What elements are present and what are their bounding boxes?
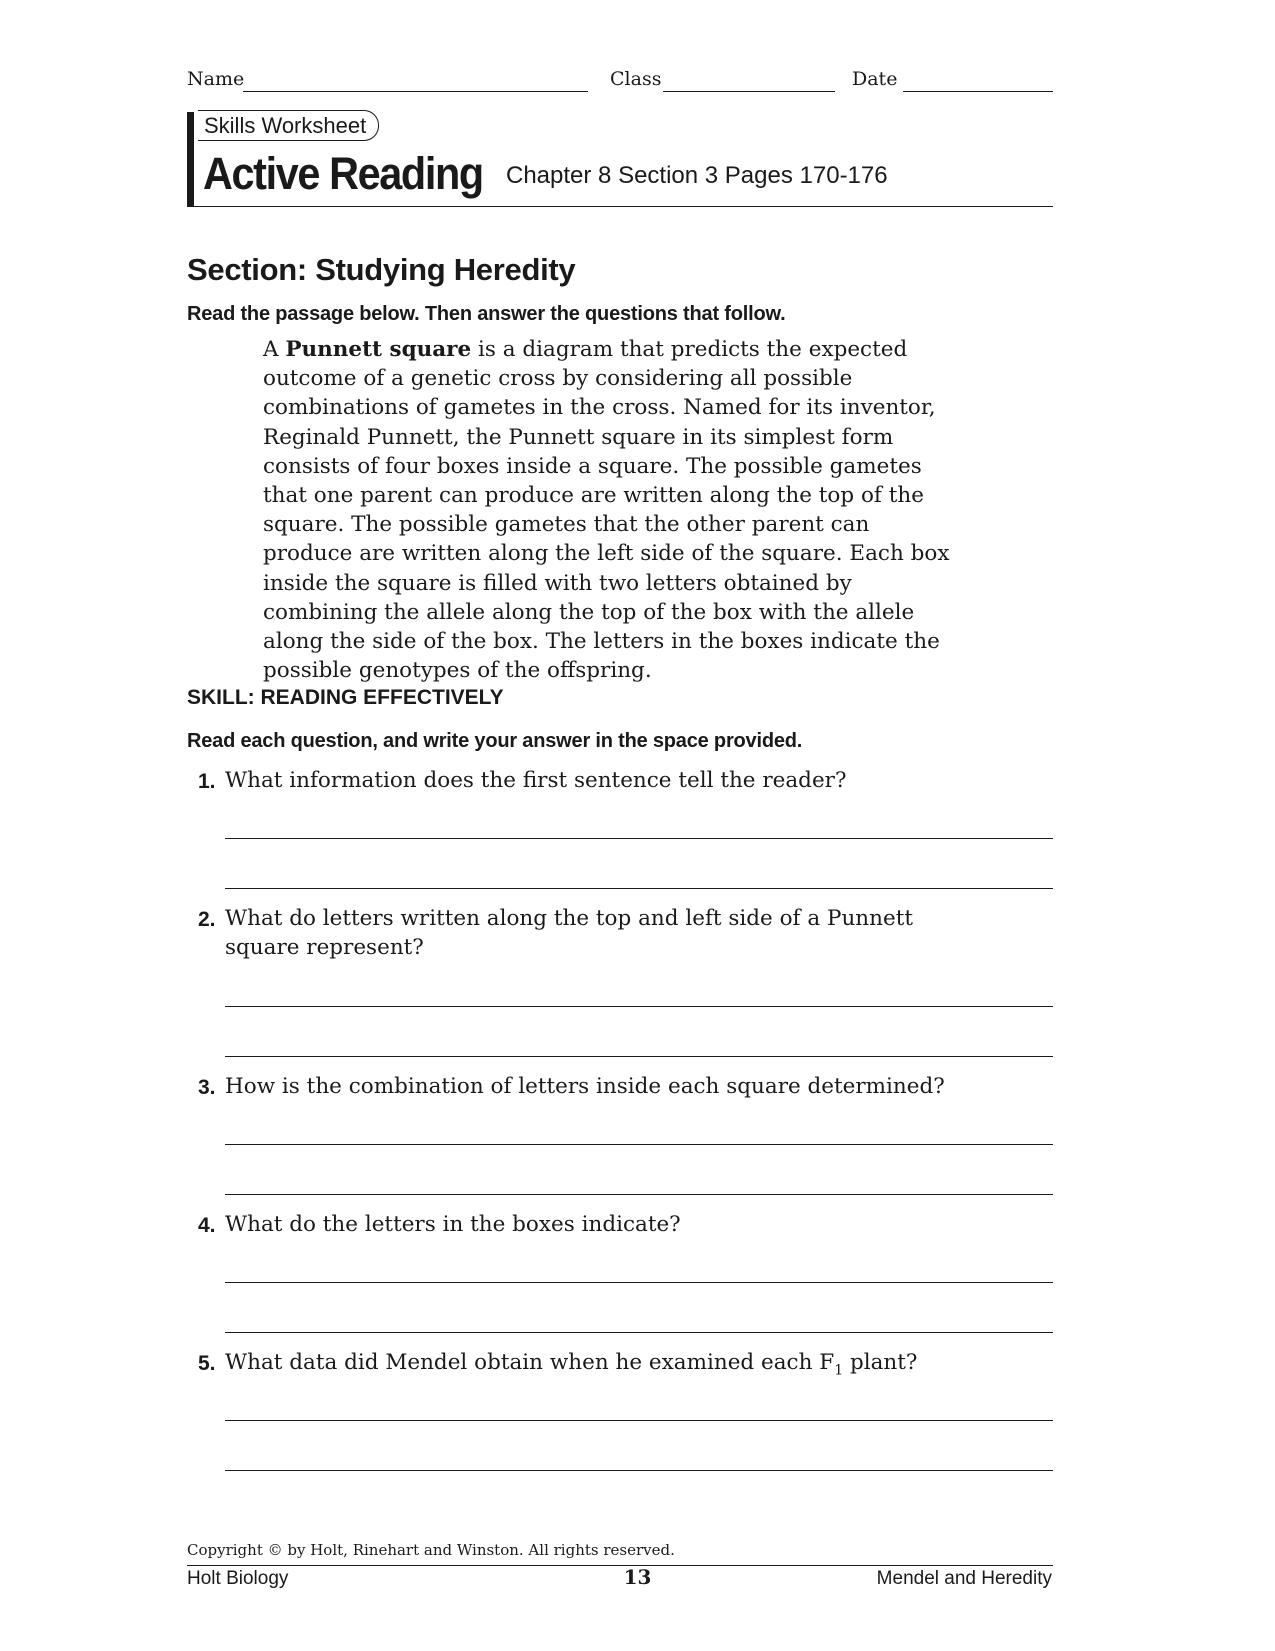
title-rule — [187, 206, 1053, 207]
title-bar — [187, 112, 194, 207]
date-field[interactable] — [903, 91, 1053, 92]
answer-line[interactable] — [225, 838, 1053, 839]
question-number: 1. — [198, 770, 216, 793]
question-number: 3. — [198, 1076, 216, 1099]
name-label: Name — [187, 68, 245, 90]
question-number: 4. — [198, 1214, 216, 1237]
page-title: Active Reading — [203, 148, 483, 199]
question-text: What do letters written along the top and left side of a Punnett square represent? — [225, 906, 913, 960]
passage-instruction: Read the passage below. Then answer the questions that follow. — [187, 303, 786, 325]
answer-line[interactable] — [225, 1006, 1053, 1007]
question-text-after: plant? — [843, 1350, 918, 1375]
passage-term: Punnett square — [285, 337, 472, 362]
name-field[interactable] — [243, 91, 588, 92]
answer-line[interactable] — [225, 1282, 1053, 1283]
skill-heading: SKILL: READING EFFECTIVELY — [187, 686, 504, 709]
chapter-reference: Chapter 8 Section 3 Pages 170-176 — [506, 162, 888, 189]
answer-line[interactable] — [225, 1470, 1053, 1471]
answer-line[interactable] — [225, 1420, 1053, 1421]
question-text: What information does the first sentence tell the reader? — [225, 768, 847, 793]
date-label: Date — [852, 68, 898, 90]
question-text-before: What data did Mendel obtain when he examined each F — [225, 1350, 835, 1375]
skills-worksheet-tag: Skills Worksheet — [198, 110, 379, 141]
footer-book-title: Holt Biology — [187, 1568, 289, 1589]
question-text — [225, 1348, 985, 1385]
copyright-notice: Copyright © by Holt, Rinehart and Winston. All rights reserved. — [187, 1541, 675, 1559]
answer-line[interactable] — [225, 1194, 1053, 1195]
question-text: How is the combination of letters inside each square determined? — [225, 1074, 945, 1099]
answer-line[interactable] — [225, 1144, 1053, 1145]
section-title: Section: Studying Heredity — [187, 252, 576, 287]
answer-line[interactable] — [225, 1056, 1053, 1057]
class-label: Class — [610, 68, 662, 90]
passage-lead: A — [263, 337, 286, 362]
question-text: What do the letters in the boxes indicate? — [225, 1212, 681, 1237]
footer-chapter-title: Mendel and Heredity — [876, 1568, 1052, 1589]
question-subscript: 1 — [834, 1362, 844, 1379]
answer-line[interactable] — [225, 888, 1053, 889]
answer-line[interactable] — [225, 1332, 1053, 1333]
reading-passage — [263, 335, 963, 685]
passage-body: is a diagram that predicts the expected outcome of a genetic cross by considering all possible combinations of gametes in the cross. Named for its inventor, Reginald Punnett, the Punnett square in its simplest form consists of four boxes inside a square. The possible gametes that one parent can produce are written along the top of the square. The possible gametes that the other parent can produce are written along the left side of the square. Each box inside the square is filled with two letters obtained by combining the allele along the top of the box with the allele along the side of the box. The letters in the boxes indicate the possible genotypes of the offspring. — [263, 337, 950, 684]
question-number: 5. — [198, 1352, 216, 1375]
class-field[interactable] — [663, 91, 835, 92]
question-number: 2. — [198, 908, 216, 931]
skill-instruction: Read each question, and write your answer in the space provided. — [187, 730, 803, 752]
page-number: 13 — [623, 1565, 652, 1589]
